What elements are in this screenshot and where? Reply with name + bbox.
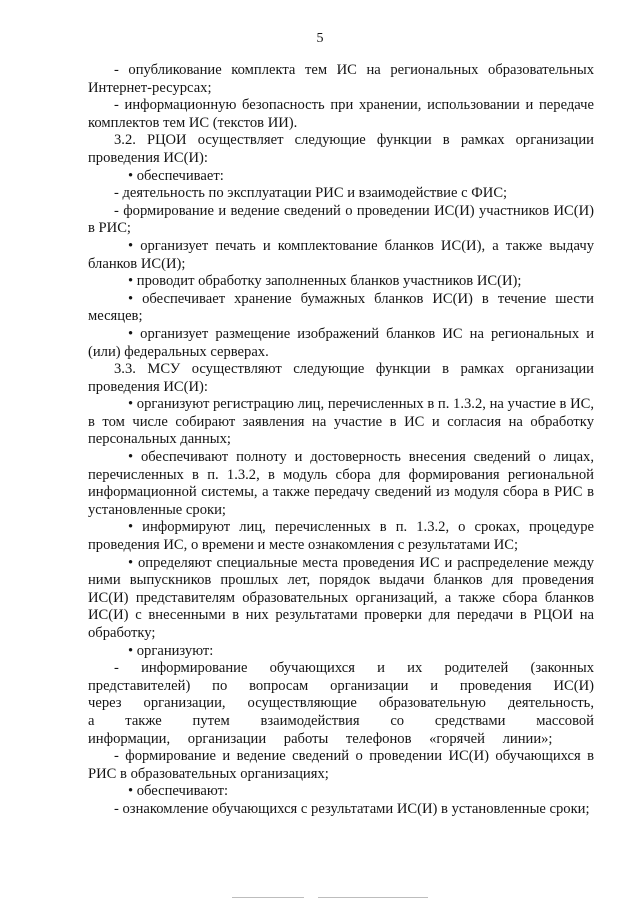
document-body — [88, 62, 594, 819]
bullet-paragraph: • организует размещение изображений бланков ИС на региональных и (или) федеральных серверах. — [88, 325, 594, 360]
bullet-paragraph: • организуют: — [128, 642, 214, 659]
bullet-paragraph: • обеспечивает хранение бумажных бланков ИС(И) в течение шести месяцев; — [88, 290, 594, 325]
scan-artifact-line — [318, 897, 428, 898]
scan-artifact-line — [232, 897, 304, 898]
bullet-paragraph: • организуют регистрацию лиц, перечисленных в п. 1.3.2, на участие в ИС, в том числе собирают заявления на участие в ИС и согласия на обработку персональных данных; — [88, 396, 594, 448]
paragraph: - формирование и ведение сведений о проведении ИС(И) обучающихся в РИС в образовательных организациях; — [88, 748, 594, 782]
section-paragraph-3-3: 3.3. МСУ осуществляют следующие функции в рамках организации проведения ИС(И): — [88, 361, 594, 395]
paragraph: - информирование обучающихся и их родителей (законных представителей) по вопросам организации и проведения ИС(И) через организации, осуществляющие образовательную деятельность, а также путем взаимодействия со средствами массовой информации, организации работы телефонов «горячей линии»; — [88, 660, 594, 747]
bullet-paragraph: • обеспечивает: — [128, 167, 224, 184]
bullet-paragraph: • информируют лиц, перечисленных в п. 1.3.2, о сроках, процедуре проведения ИС, о времени и месте ознакомления с результатами ИС; — [88, 519, 594, 554]
bullet-paragraph: • обеспечивают: — [128, 783, 228, 800]
bullet-paragraph: • проводит обработку заполненных бланков участников ИС(И); — [128, 273, 522, 290]
paragraph: - формирование и ведение сведений о проведении ИС(И) участников ИС(И) в РИС; — [88, 202, 594, 237]
bullet-paragraph: • организует печать и комплектование бланков ИС(И), а также выдачу бланков ИС(И); — [88, 237, 594, 272]
paragraph: - информационную безопасность при хранении, использовании и передаче комплектов тем ИС (текстов ИИ). — [88, 97, 594, 131]
paragraph: - опубликование комплекта тем ИС на региональных образовательных Интернет-ресурсах; — [88, 62, 594, 96]
section-paragraph-3-2: 3.2. РЦОИ осуществляет следующие функции в рамках организации проведения ИС(И): — [88, 132, 594, 166]
paragraph: - ознакомление обучающихся с результатами ИС(И) в установленные сроки; — [114, 800, 590, 817]
paragraph: - деятельность по эксплуатации РИС и взаимодействие с ФИС; — [114, 185, 508, 202]
page-number: 5 — [316, 31, 324, 46]
bullet-paragraph: • обеспечивают полноту и достоверность внесения сведений о лицах, перечисленных в п. 1.3.2, в модуль сбора для формирования региональной информационной системы, а также передачу сведений из модуля сбора в РИС в установленные сроки; — [88, 449, 594, 518]
bullet-paragraph: • определяют специальные места проведения ИС и распределение между ними выпускников прошлых лет, порядок выдачи бланков для проведения ИС(И) представителям образовательных организаций, а также сбора бланков ИС(И) с внесенными в них результатами проверки для передачи в РЦОИ на обработку; — [88, 554, 594, 641]
